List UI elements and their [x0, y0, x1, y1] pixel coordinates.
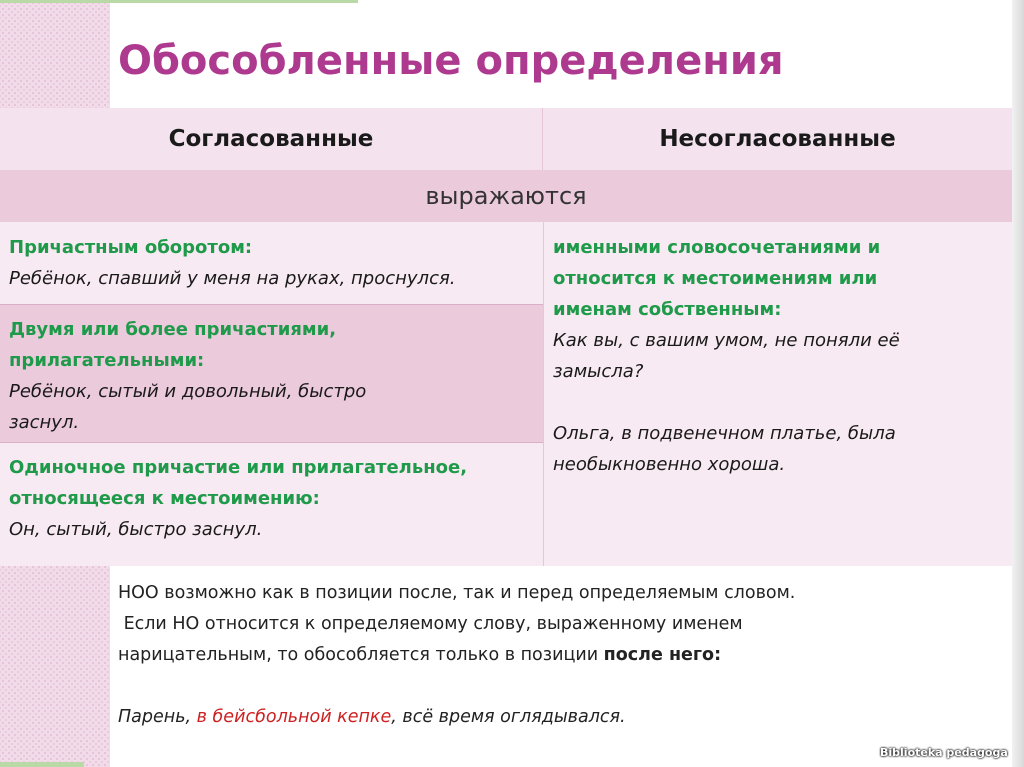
subheader-expressed: выражаются	[0, 170, 1012, 222]
note-text: нарицательным, то обособляется только в позиции	[118, 645, 604, 665]
bottom-accent-line	[0, 762, 84, 767]
cell-heading: Двумя или более причастиями,	[9, 319, 337, 340]
note-example	[118, 702, 998, 733]
note-line: Если НО относится к определяемому слову, выраженному именем	[118, 614, 743, 634]
cell-heading: Одиночное причастие или прилагательное,	[9, 457, 468, 478]
cell-heading: именам собственным:	[553, 299, 782, 320]
cell-example: Ольга, в подвенечном платье, была	[553, 423, 896, 444]
row-divider	[0, 304, 543, 305]
example-text: Парень,	[118, 707, 197, 727]
cell-heading: Причастным оборотом:	[9, 237, 253, 258]
top-accent-line	[0, 0, 358, 3]
cell-heading: относится к местоимениям или	[553, 268, 878, 289]
header-non-agreed: Несогласованные	[543, 108, 1012, 170]
rule-note	[118, 578, 998, 733]
cell-two-participles	[0, 304, 543, 442]
spacer	[118, 671, 998, 702]
example-highlight: в бейсбольной кепке	[196, 707, 392, 727]
cell-example: Ребёнок, сытый и довольный, быстро	[9, 381, 367, 402]
note-line	[118, 640, 998, 671]
cell-heading: прилагательными:	[9, 350, 205, 371]
slide-edge-shadow	[1012, 0, 1024, 767]
spacer	[553, 387, 1002, 418]
cell-participial-phrase	[0, 222, 543, 304]
cell-example: Ребёнок, спавший у меня на руках, проснулся.	[9, 268, 456, 289]
cell-example: заснул.	[9, 412, 80, 433]
header-agreed: Согласованные	[0, 108, 543, 170]
row-divider	[0, 442, 543, 443]
cell-example: Он, сытый, быстро заснул.	[9, 519, 263, 540]
cell-example: Как вы, с вашим умом, не поняли её	[553, 330, 900, 351]
example-text: , всё время оглядывался.	[391, 707, 626, 727]
cell-example: необыкновенно хороша.	[553, 454, 786, 475]
cell-heading: именными словосочетаниями и	[553, 237, 881, 258]
cell-single-participle	[0, 442, 543, 566]
note-line: НОО возможно как в позиции после, так и перед определяемым словом.	[118, 583, 796, 603]
slide-title: Обособленные определения	[118, 38, 784, 84]
note-emphasis: после него:	[603, 645, 722, 665]
cell-non-agreed-content	[543, 222, 1012, 566]
cell-heading: относящееся к местоимению:	[9, 488, 320, 509]
watermark: Biblioteka pedagoga	[880, 746, 1008, 759]
cell-example: замысла?	[553, 361, 644, 382]
